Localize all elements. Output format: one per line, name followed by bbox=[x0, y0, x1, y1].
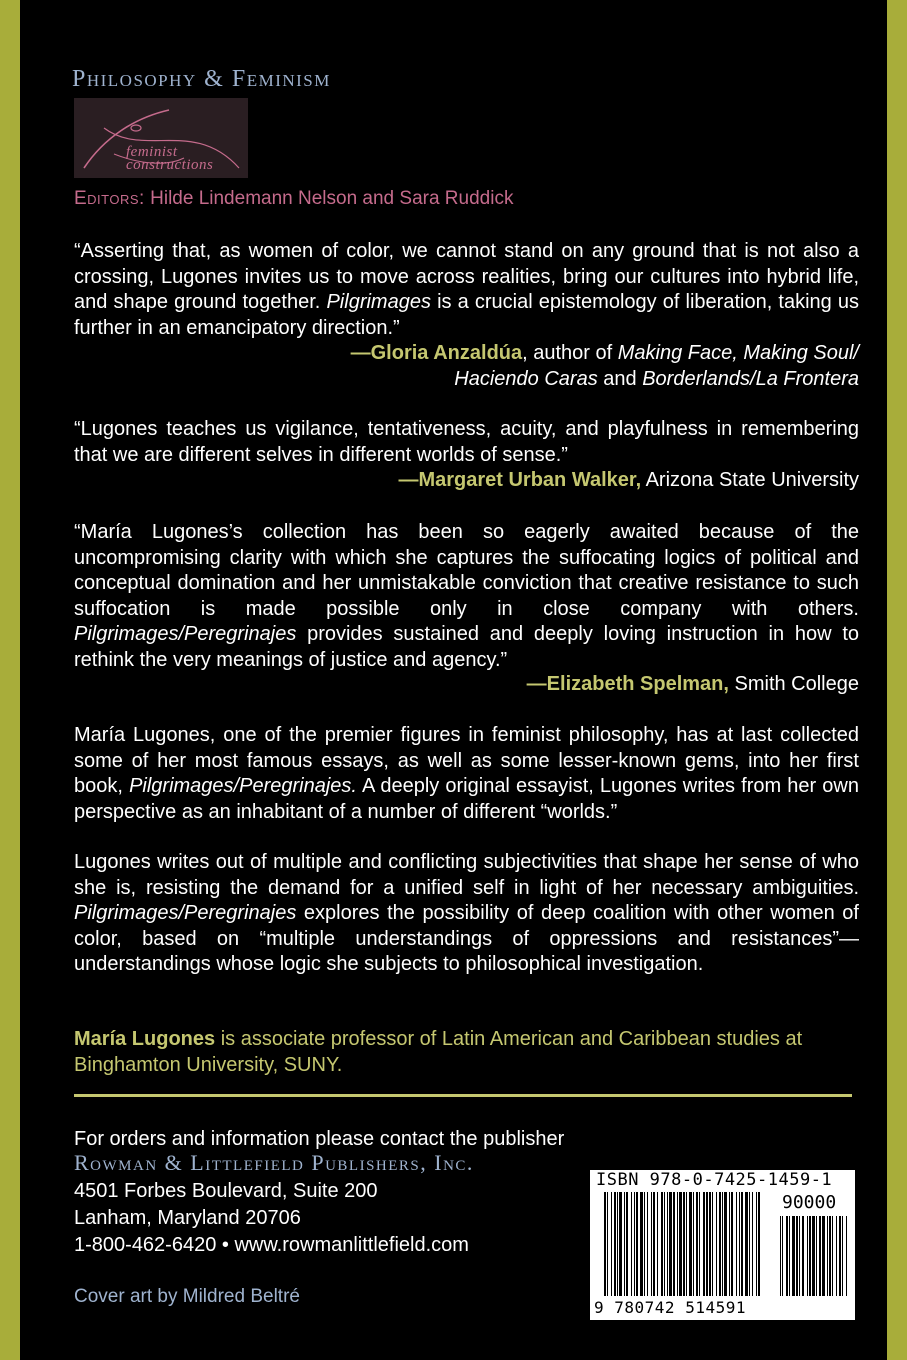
attribution-affiliation: Smith College bbox=[728, 673, 859, 695]
attribution-anzaldua bbox=[351, 341, 859, 392]
barcode-bar bbox=[736, 1192, 737, 1296]
barcode-bar bbox=[832, 1216, 833, 1296]
phone-web: 1-800-462-6420 • www.rowmanlittlefield.com bbox=[74, 1234, 469, 1256]
barcode-bar bbox=[792, 1216, 795, 1296]
para-text: explores the possibility of deep coalition with other women of color, based on “multiple understandings of oppressions and resistances”—understandings whose logic she subjects to philosophical investigation. bbox=[74, 902, 859, 975]
editors-line bbox=[74, 188, 513, 210]
quote-text: “María Lugones’s collection has been so eagerly awaited because of the uncompromising clarity with which she captures the suffocating logics of political and conceptual domination and her unmistakable conviction that creative resistance to such suffocation is made possible only in close company with others. bbox=[74, 521, 859, 620]
barcode-bar bbox=[661, 1192, 663, 1296]
barcode-bar bbox=[683, 1192, 685, 1296]
barcode-bar bbox=[693, 1192, 694, 1296]
barcode-bar bbox=[786, 1216, 788, 1296]
barcode-bar bbox=[604, 1192, 606, 1296]
divider bbox=[74, 1094, 852, 1097]
barcode-bar bbox=[626, 1192, 628, 1296]
barcode-bar bbox=[782, 1216, 783, 1296]
barcode-bar bbox=[842, 1216, 843, 1296]
bio-text: is associate professor of Latin American and Caribbean studies at Binghamton University, SUNY. bbox=[74, 1028, 803, 1076]
barcode-bar bbox=[716, 1192, 717, 1296]
barcode-bar bbox=[807, 1216, 808, 1296]
barcode-bar bbox=[640, 1192, 643, 1296]
barcode-bar bbox=[657, 1192, 658, 1296]
barcode-bar bbox=[816, 1216, 817, 1296]
barcode-bar bbox=[780, 1216, 781, 1296]
barcode-bar bbox=[634, 1192, 635, 1296]
barcode-bar bbox=[719, 1192, 721, 1296]
barcode-bar bbox=[827, 1216, 828, 1296]
quote-anzaldua bbox=[74, 239, 859, 341]
barcode-digits: 9 780742 514591 bbox=[594, 1298, 746, 1317]
barcode-bar bbox=[758, 1192, 760, 1296]
attribution-walker bbox=[398, 468, 859, 494]
barcode-bar bbox=[819, 1216, 821, 1296]
barcode-bar bbox=[611, 1192, 612, 1296]
para-text: A deeply original essayist, Lugones writes from her own perspective as an inhabitant of a number of different “worlds.” bbox=[74, 775, 859, 823]
barcode-bar bbox=[745, 1192, 748, 1296]
logo-text-line2: constructions bbox=[126, 157, 214, 173]
logo-text bbox=[126, 146, 213, 172]
barcode-bar bbox=[614, 1192, 616, 1296]
barcode-bar bbox=[617, 1192, 618, 1296]
description-para-1 bbox=[74, 723, 859, 825]
isbn-barcode bbox=[590, 1170, 855, 1320]
publisher-name: Rowman & Littlefield Publishers, Inc. bbox=[74, 1150, 474, 1175]
barcode-bar bbox=[686, 1192, 687, 1296]
attribution-author: —Gloria Anzaldúa bbox=[350, 342, 523, 364]
barcode-bar bbox=[846, 1216, 847, 1296]
barcode-bar bbox=[802, 1216, 804, 1296]
quote-text: is a crucial epistemology of liberation, taking us further in an emancipatory direction.” bbox=[74, 291, 859, 339]
barcode-bar bbox=[679, 1192, 682, 1296]
quote-spelman bbox=[74, 520, 859, 673]
attribution-role: , author of bbox=[522, 342, 618, 364]
attribution-work: Making Face, Making Soul/ bbox=[617, 342, 859, 364]
series-title: Philosophy & Feminism bbox=[72, 66, 331, 92]
barcode-bar bbox=[741, 1192, 743, 1296]
barcode-bar bbox=[839, 1216, 841, 1296]
para-text: Lugones writes out of multiple and conflicting subjectivities that shape her sense of who she is, resisting the demand for a unified self in light of her necessary ambiguities. bbox=[74, 851, 859, 899]
barcode-bar bbox=[631, 1192, 632, 1296]
barcode-bar bbox=[669, 1192, 672, 1296]
series-logo bbox=[74, 98, 248, 178]
barcode-bar bbox=[667, 1192, 668, 1296]
cover-art-credit: Cover art by Mildred Beltré bbox=[74, 1286, 300, 1307]
attribution-author: —Elizabeth Spelman, bbox=[526, 673, 729, 695]
barcode-bar bbox=[809, 1216, 811, 1296]
barcode-bar bbox=[829, 1216, 831, 1296]
orders-line: For orders and information please contact the publisher bbox=[74, 1128, 565, 1150]
quote-walker: “Lugones teaches us vigilance, tentativeness, acuity, and playfulness in remembering that we are different selves in different worlds of sense.” bbox=[74, 418, 859, 466]
attribution-work: Borderlands/La Frontera bbox=[642, 367, 859, 390]
attribution-author: —Margaret Urban Walker, bbox=[398, 469, 642, 491]
para-title: Pilgrimages/Peregrinajes. bbox=[129, 775, 357, 797]
barcode-bar bbox=[712, 1192, 713, 1296]
logo-text-line1: feminist bbox=[126, 144, 178, 160]
barcode-bar bbox=[664, 1192, 665, 1296]
barcode-bar bbox=[673, 1192, 675, 1296]
barcode-bar bbox=[731, 1192, 733, 1296]
barcode-bar bbox=[699, 1192, 700, 1296]
address-line-2: Lanham, Maryland 20706 bbox=[74, 1207, 301, 1229]
description-para-2 bbox=[74, 850, 859, 978]
address-line-1: 4501 Forbes Boulevard, Suite 200 bbox=[74, 1180, 378, 1202]
barcode-bar bbox=[812, 1216, 815, 1296]
barcode-bar bbox=[724, 1192, 727, 1296]
quote-text: “Asserting that, as women of color, we cannot stand on any ground that is not also a crossing, Lugones invites us to move across realities, bring our cultures into hybrid life, and shape ground together. bbox=[74, 240, 859, 313]
barcode-bar bbox=[722, 1192, 723, 1296]
barcode-bar bbox=[756, 1192, 757, 1296]
author-bio bbox=[74, 1027, 859, 1078]
barcode-bar bbox=[619, 1192, 622, 1296]
attribution-conj: and bbox=[597, 367, 643, 390]
barcode-bar bbox=[636, 1192, 638, 1296]
quote-title: Pilgrimages bbox=[326, 291, 431, 313]
bio-name: María Lugones bbox=[74, 1028, 216, 1050]
barcode-bar bbox=[703, 1192, 705, 1296]
isbn-number: ISBN 978-0-7425-1459-1 bbox=[596, 1170, 833, 1190]
attribution-affiliation: Arizona State University bbox=[641, 469, 859, 491]
barcode-bar bbox=[796, 1216, 798, 1296]
attribution-spelman bbox=[527, 672, 859, 698]
barcode-bar bbox=[709, 1192, 711, 1296]
barcode-bar bbox=[822, 1216, 825, 1296]
para-title: Pilgrimages/Peregrinajes bbox=[74, 902, 297, 924]
barcode-bar bbox=[836, 1216, 837, 1296]
barcode-bar bbox=[706, 1192, 708, 1296]
barcode-bar bbox=[644, 1192, 645, 1296]
barcode-bar bbox=[729, 1192, 730, 1296]
barcode-bar bbox=[696, 1192, 698, 1296]
barcode-bar bbox=[789, 1216, 790, 1296]
barcode-bar bbox=[607, 1192, 608, 1296]
barcode-bar bbox=[653, 1192, 655, 1296]
barcode-bar bbox=[749, 1192, 750, 1296]
barcode-bar bbox=[739, 1192, 740, 1296]
quote-title: Pilgrimages/Peregrinajes bbox=[74, 623, 297, 645]
barcode-bar bbox=[624, 1192, 625, 1296]
quote-text: provides sustained and deeply loving instruction in how to rethink the very meanings of justice and agency.” bbox=[74, 623, 859, 671]
barcode-bar bbox=[752, 1192, 753, 1296]
barcode-bar bbox=[651, 1192, 652, 1296]
price-code: 90000 bbox=[782, 1192, 837, 1213]
editors-names: Hilde Lindemann Nelson and Sara Ruddick bbox=[150, 188, 514, 209]
barcode-bar bbox=[647, 1192, 648, 1296]
barcode-bar bbox=[799, 1216, 800, 1296]
barcode-bar bbox=[677, 1192, 678, 1296]
editors-label: Editors: bbox=[74, 188, 145, 209]
barcode-bar bbox=[689, 1192, 692, 1296]
attribution-work: Haciendo Caras bbox=[454, 367, 598, 390]
para-text: María Lugones, one of the premier figures in feminist philosophy, has at last collected some of her most famous essays, as well as some lesser-known gems, into her first book, bbox=[74, 724, 859, 797]
